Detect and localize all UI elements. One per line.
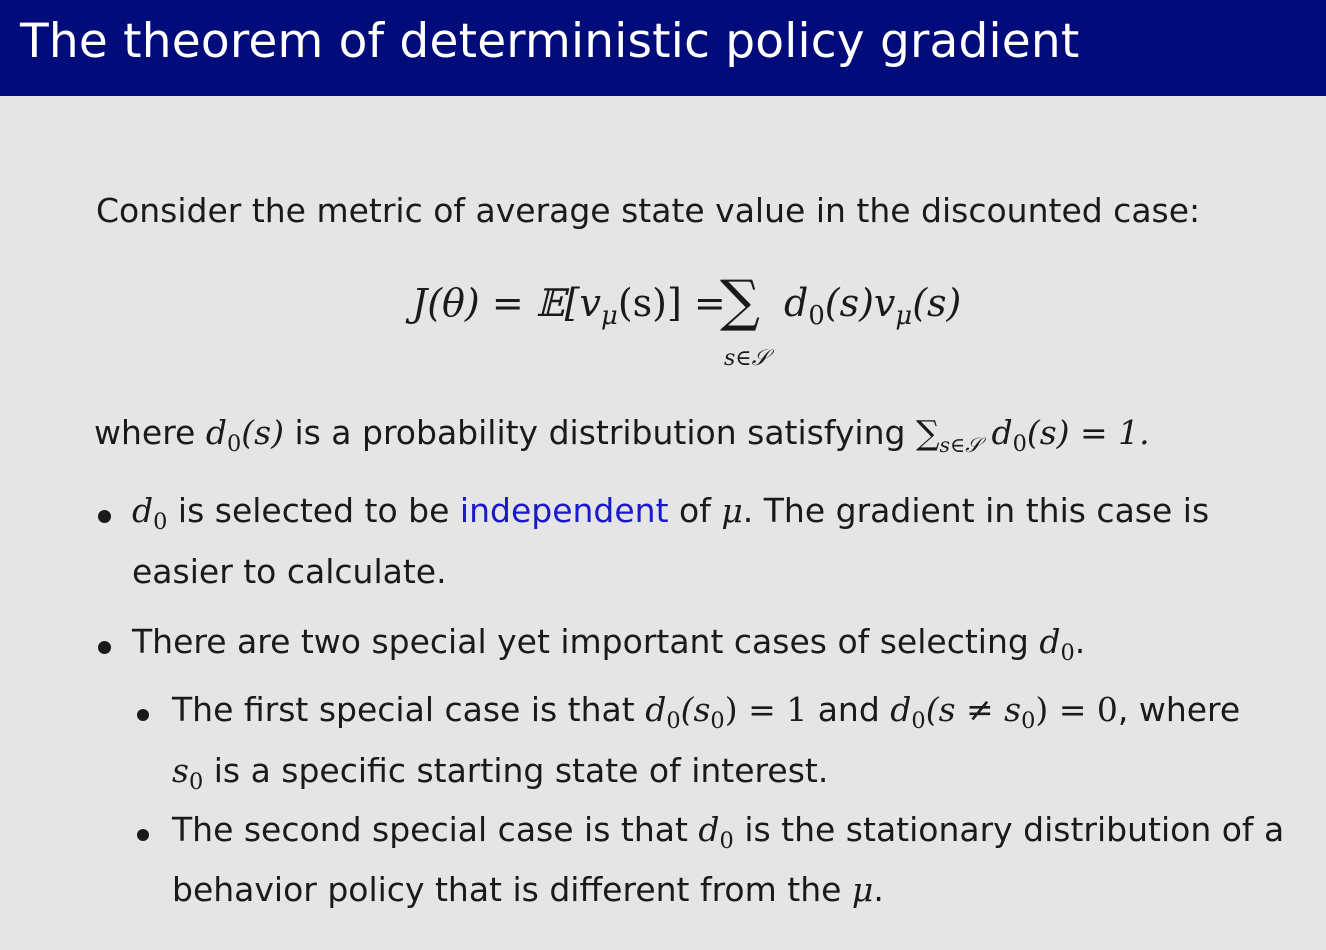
sum-symbol: ∑ (720, 269, 760, 334)
sub-bullet-2-line-2: behavior policy that is different from the μ. (172, 870, 884, 909)
highlight-independent: independent (459, 491, 669, 530)
sub-bullet-1-line-2: $s_0$ is a specific starting state of interest. (172, 751, 829, 795)
equation-block (412, 269, 972, 384)
sum-index: s∈𝒮 (724, 346, 769, 371)
sub-bullet-2-line-1: The second special case is that $d_0$ is the stationary distribution of a (172, 810, 1285, 854)
intro-text: Consider the metric of average state value in the discounted case: (96, 191, 1201, 230)
sub-bullet-1-line-1: The first special case is that $d_0(s_0) = 1$ and $d_0(s \ne s_0) = 0$, where (172, 690, 1241, 734)
sub-bullet-marker (137, 829, 149, 841)
slide-title: The theorem of deterministic policy gradient (20, 14, 1080, 69)
where-line: where $d_0(s)$ is a probability distribution satisfying $\sum_{s\in 𝒮}$ $d_0(s) = 1$. (94, 413, 1150, 457)
equation-rhs: $d_0(s)v_\mu(s)$ (784, 281, 962, 331)
bullet-2-line: There are two special yet important cases of selecting $d_0$. (132, 622, 1086, 666)
bullet-1-line-1: $d_0$ is selected to be independent of μ. The gradient in this case is (132, 491, 1210, 535)
bullet-marker (98, 641, 111, 654)
bullet-1-line-2: easier to calculate. (132, 552, 447, 591)
title-bar (0, 0, 1326, 96)
bullet-marker (98, 510, 111, 523)
equation-lhs: $J(\theta) = 𝔼[v_\mu(s)]$ = (412, 281, 726, 331)
sub-bullet-marker (137, 709, 149, 721)
